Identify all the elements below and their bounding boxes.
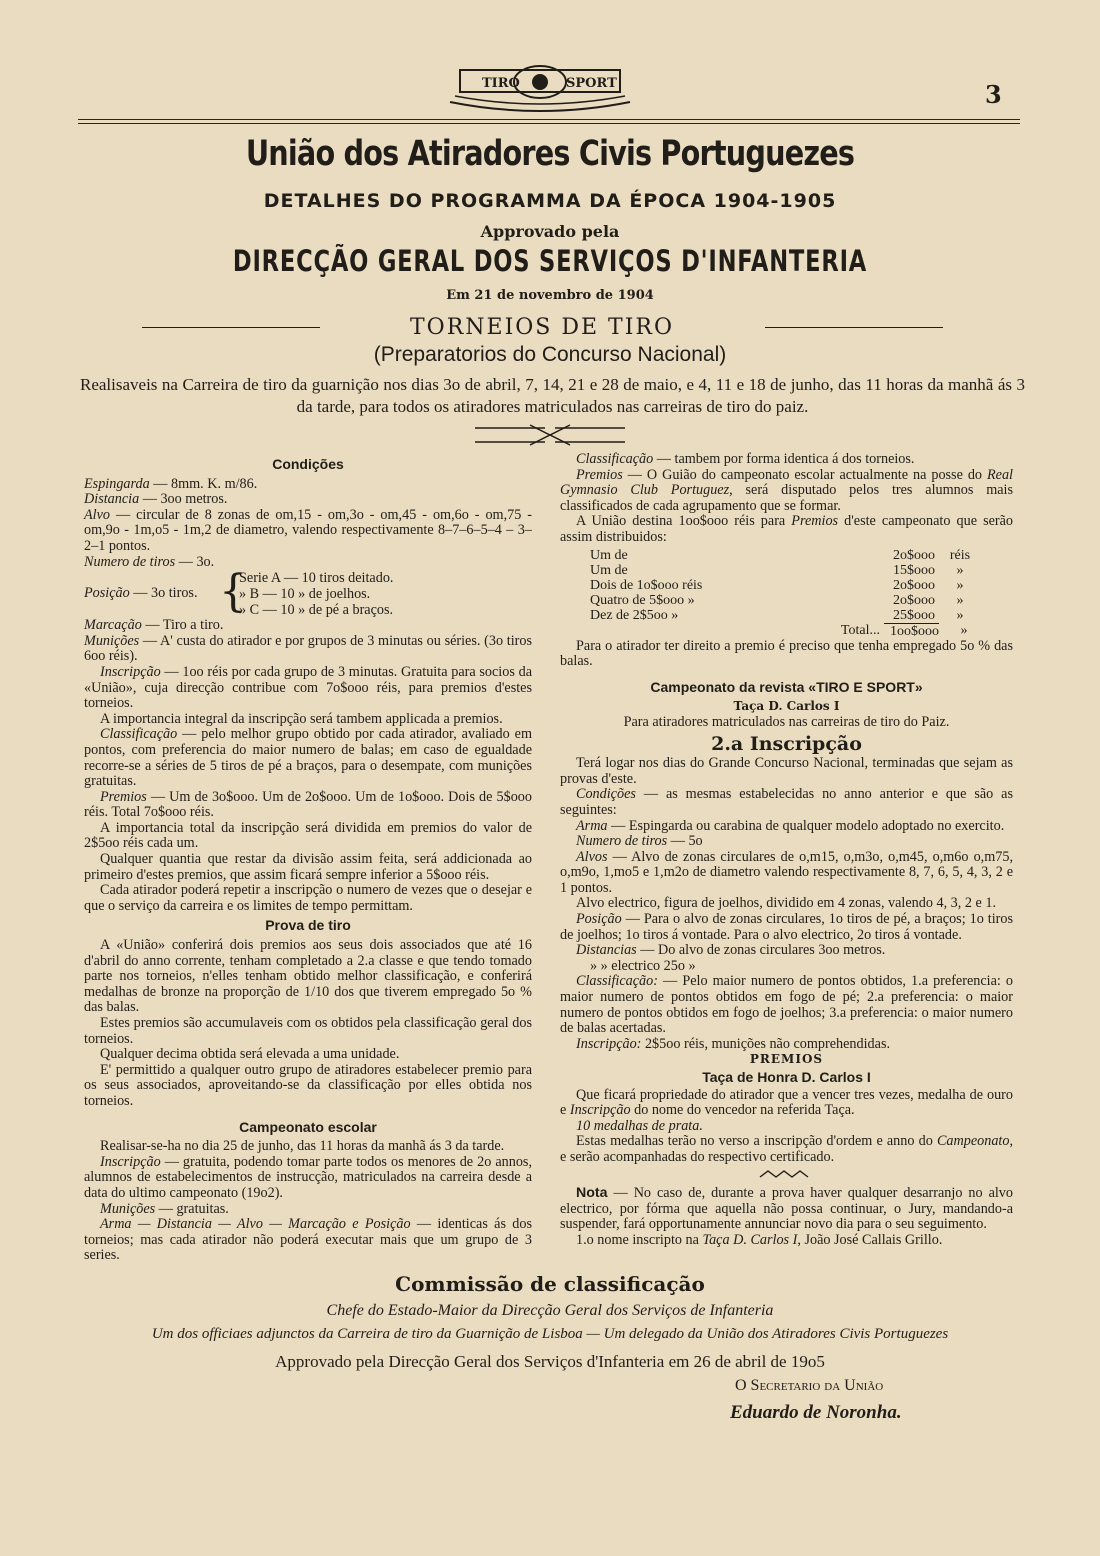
section-subtitle: (Preparatorios do Concurso Nacional) bbox=[373, 343, 727, 366]
importancia-total-paragraph: A importancia total da inscripção será dividida em premios do valor de 2$5oo réis cada um. bbox=[84, 819, 532, 852]
escolar-heading: Campeonato escolar bbox=[239, 1118, 377, 1135]
revista-heading: Campeonato da revista «TIRO E SPORT» bbox=[650, 678, 923, 695]
medalhas-line: 10 medalhas de prata. bbox=[576, 1117, 703, 1134]
direito-paragraph: Para o atirador ter direito a premio é preciso que tenha empregado 5o % das balas. bbox=[560, 637, 1013, 670]
numero-tiros-item-2: Numero de tiros — 5o bbox=[576, 833, 703, 850]
signature: Eduardo de Noronha. bbox=[730, 1402, 902, 1423]
prova-paragraph-4: E' permittido a qualquer outro grupo de atiradores estabelecer premio para os seus associados, aproveitando-se da classificação por elles obtida nos torneios. bbox=[84, 1061, 532, 1109]
masthead-logo bbox=[440, 62, 640, 114]
prize-total-row: Total... 1oo$ooo » bbox=[840, 622, 968, 639]
alvos-item: Alvos — Alvo de zonas circulares de o,m15, o,m3o, o,m45, o,m6o o,m75, o,m9o, 1,mo5 e 1,m2o de diametro valendo respectivamente 8, 7, 6, 5, 4, 3, 2 e 1 pontos. bbox=[560, 848, 1013, 896]
posicao-block: Posição — 3o tiros. { Serie A — 10 tiros deitado. » B — 10 » de joelhos. » C — 10 » de pé a braços. bbox=[84, 566, 394, 619]
main-title: União dos Atiradores Civis Portuguezes bbox=[245, 134, 855, 174]
primeiro-inscripto: 1.o nome inscripto na Taça D. Carlos I, João José Callais Grillo. bbox=[576, 1231, 943, 1248]
prova-paragraph-2: Estes premios são accumulaveis com os obtidos pela classificação geral dos torneios. bbox=[84, 1015, 532, 1047]
posicao-item-2: Posição — Para o alvo de zonas circulares, 1o tiros de pé, a braços; 1o tiros de joelhos; 1o tiros á vontade. Para o alvo electrico, 2o tiros á vontade. bbox=[560, 911, 1013, 943]
header-rule-top bbox=[78, 119, 1020, 120]
premios-escolar: Premios — O Guião do campeonato escolar actualmente na posse do Real Gymnasio Club Portuguez, será disputado pelos tres alumnos mais classificados de cada agrupamento que se formar. bbox=[560, 466, 1013, 514]
repetir-paragraph: Cada atirador poderá repetir a inscripção o numero de vezes que o desejar e que o serviço da carreira e os limites de tempo permittam. bbox=[84, 882, 532, 914]
secretary-title: O Secretario da União bbox=[735, 1377, 884, 1394]
prova-paragraph-3: Qualquer decima obtida será elevada a uma unidade. bbox=[100, 1046, 400, 1063]
prize-table bbox=[560, 548, 1013, 639]
taca-honra-heading: Taça de Honra D. Carlos I bbox=[702, 1069, 871, 1085]
distancia-item: Distancia — 3oo metros. bbox=[84, 491, 228, 508]
quantia-paragraph: Qualquer quantia que restar da divisão assim feita, será addicionada ao primeiro d'estes premios, que assim ficará sempre inferior a 5$ooo réis. bbox=[84, 851, 532, 883]
estas-medalhas-paragraph: Estas medalhas terão no verso a inscripção d'ordem e anno do Campeonato, e serão acompanhadas do respectivo certificado. bbox=[560, 1133, 1013, 1165]
alvo-item: Alvo — circular de 8 zonas de om,15 - om,3o - om,45 - om,6o - om,75 - om,9o - 1m,o5 - 1m,2 de diametro, valendo respectivamente 8–7–6–5–4 – 3–2–1 pontos. bbox=[84, 506, 532, 554]
approved-by: Approvado pela bbox=[480, 222, 620, 241]
inscricao-heading: 2.a Inscripção bbox=[711, 732, 862, 755]
classificacao-item: Classificação — pelo melhor grupo obtido por cada atirador, avaliado em pontos, com preferencia do maior numero de balas; em caso de egualdade recorre-se a séries de 5 tiros de pé a braços, para o desempate, com munições gratuitas. bbox=[84, 726, 532, 790]
prova-heading: Prova de tiro bbox=[265, 917, 351, 934]
escolar-inscricao: Inscripção — gratuita, podendo tomar parte todos os menores de 2o annos, alumnos de estabelecimentos de instrucção, matriculados na carreira desde a data do ultimo campeonato (19o2). bbox=[84, 1153, 532, 1201]
serie-b: » B — 10 » de joelhos. bbox=[239, 586, 371, 603]
alvo-electrico-paragraph: Alvo electrico, figura de joelhos, dividido em 4 zonas, valendo 4, 3, 2 e 1. bbox=[576, 895, 996, 912]
commission-line-1: Chefe do Estado-Maior da Direcção Geral dos Serviços de Infanteria bbox=[326, 1302, 774, 1319]
distancias-item: Distancias — Do alvo de zonas circulares 3oo metros. bbox=[576, 942, 886, 959]
inscricao-item-2: Inscripção: 2$5oo réis, munições não comprehendidas. bbox=[576, 1035, 891, 1052]
date-line: Em 21 de novembro de 1904 bbox=[446, 288, 654, 303]
premios-item: Premios — Um de 3o$ooo. Um de 2o$ooo. Um de 1o$ooo. Dois de 5$ooo réis. Total 7o$ooo réis. bbox=[84, 788, 532, 821]
page-number: 3 bbox=[985, 80, 1002, 109]
prize-row: Um de 15$ooo » bbox=[590, 562, 964, 578]
prize-row: Dois de 1o$ooo réis 2o$ooo » bbox=[590, 577, 964, 593]
escolar-municoes: Munições — gratuitas. bbox=[100, 1200, 229, 1217]
importancia-paragraph: A importancia integral da inscripção será tambem applicada a premios. bbox=[100, 710, 503, 727]
directorate-title: DIRECÇÃO GERAL DOS SERVIÇOS D'INFANTERIA bbox=[232, 244, 868, 278]
marcacao-item: Marcação — Tiro a tiro. bbox=[84, 617, 224, 634]
taca-honra-paragraph: Que ficará propriedade do atirador que a vencer tres vezes, medalha de ouro e Inscripção do nome do vencedor na referida Taça. bbox=[560, 1086, 1013, 1119]
programme-subtitle: DETALHES DO PROGRAMMA DA ÉPOCA 1904-1905 bbox=[263, 190, 837, 212]
approved-line: Approvado pela Direcção Geral dos Serviços d'Infanteria em 26 de abril de 19o5 bbox=[275, 1352, 825, 1371]
small-ornament bbox=[560, 1166, 1013, 1182]
escolar-paragraph-1: Realisar-se-ha no dia 25 de junho, das 11 horas da manhã ás 3 da tarde. bbox=[100, 1138, 505, 1155]
header-rule-bottom bbox=[78, 123, 1020, 124]
taca-subtitle: Para atiradores matriculados nas carreiras de tiro do Paiz. bbox=[623, 713, 950, 730]
prize-row: Quatro de 5$ooo » 2o$ooo » bbox=[590, 592, 964, 608]
numero-tiros-item: Numero de tiros — 3o. bbox=[84, 553, 215, 570]
title-block bbox=[70, 134, 1030, 174]
arma-item: Arma — Espingarda ou carabina de qualquer modelo adoptado no exercito. bbox=[576, 817, 1005, 834]
classificacao-item-2: Classificação: — Pelo maior numero de pontos obtidos, 1.a preferencia: o maior numero de pontos obtidos em fogo de pé; 2.a preferencia: o maior numero de pontos obtidos em fogo de joelhos; 3.a preferencia: o maior numero de balas acertadas. bbox=[560, 973, 1013, 1037]
commission-heading: Commissão de classificação bbox=[395, 1272, 705, 1296]
premios-heading: PREMIOS bbox=[749, 1052, 824, 1067]
classif-escolar: Classificação — tambem por forma identica á dos torneios. bbox=[576, 451, 915, 467]
condicoes-item: Condições — as mesmas estabelecidas no anno anterior e que são as seguintes: bbox=[560, 786, 1013, 818]
intro-paragraph: Realisaveis na Carreira de tiro da guarnição nos dias 3o de abril, 7, 14, 21 e 28 de maio, e 4, 11 e 18 de junho, das 11 horas da manhã ás 3 da tarde, para todos os atiradores matriculados nas carreiras de tiro do paiz. bbox=[80, 375, 1025, 416]
condicoes-heading: Condições bbox=[272, 456, 344, 472]
ornament-divider bbox=[470, 420, 630, 450]
escolar-arma: Arma — Distancia — Alvo — Marcação e Posição — identicas ás dos torneios; mas cada atirador não poderá executar mais que um grupo de 3 series. bbox=[84, 1216, 532, 1264]
taca-heading: Taça D. Carlos I bbox=[733, 699, 840, 714]
espingarda-item: Espingarda — 8mm. K. m/86. bbox=[84, 475, 258, 492]
serie-a: Serie A — 10 tiros deitado. bbox=[239, 570, 394, 587]
left-column bbox=[84, 453, 532, 1264]
brace-glyph: { bbox=[219, 566, 247, 618]
municoes-item: Munições — A' custa do atirador e por grupos de 3 minutas ou séries. (3o tiros 6oo réis). bbox=[84, 632, 532, 665]
svg-text:TIRO: TIRO bbox=[482, 76, 520, 91]
commission-line-2: Um dos officiaes adjunctos da Carreira de tiro da Guarnição de Lisboa — Um delegado da União dos Atiradores Civis Portuguezes bbox=[151, 1326, 949, 1342]
prova-paragraph-1: A «União» conferirá dois premios aos seus dois associados que até 16 d'abril do anno corrente, tenham completado a 2.a classe e que tendo tomado parte nos torneios, n'elles tenham obtido melhor classificação, e conferirá medalhas de bronze na proporção de 1/10 dos que tiverem empregado 5o % das balas. bbox=[84, 937, 532, 1016]
svg-text:SPORT: SPORT bbox=[566, 76, 617, 91]
uniao-destina: A União destina 1oo$ooo réis para Premios d'este campeonato que serão assim distribuidos: bbox=[560, 513, 1014, 545]
inscricao-item: Inscripção — 1oo réis por cada grupo de 3 minutas. Gratuita para socios da «União», cuja direcção contribue com 7o$ooo réis, para premios d'estes torneios. bbox=[84, 663, 532, 712]
terra-logar-paragraph: Terá logar nos dias do Grande Concurso Nacional, terminadas que sejam as provas d'este. bbox=[560, 755, 1013, 787]
prize-row: Um de 2o$ooo réis bbox=[590, 547, 971, 563]
section-title: TORNEIOS DE TIRO bbox=[409, 315, 675, 340]
serie-c: » C — 10 » de pé a braços. bbox=[239, 602, 394, 619]
right-column bbox=[560, 452, 1013, 1249]
distancias-electrico: » » electrico 25o » bbox=[590, 957, 696, 974]
nota-paragraph: Nota — No caso de, durante a prova haver qualquer desarranjo no alvo electrico, por fórma que aquella não possa continuar, o Jury, mandando-a suspender, fará opportunamente annunciar novo dia para o seu seguimento. bbox=[560, 1185, 1013, 1233]
prize-row: Dez de 2$5oo » 25$ooo » bbox=[590, 607, 964, 623]
